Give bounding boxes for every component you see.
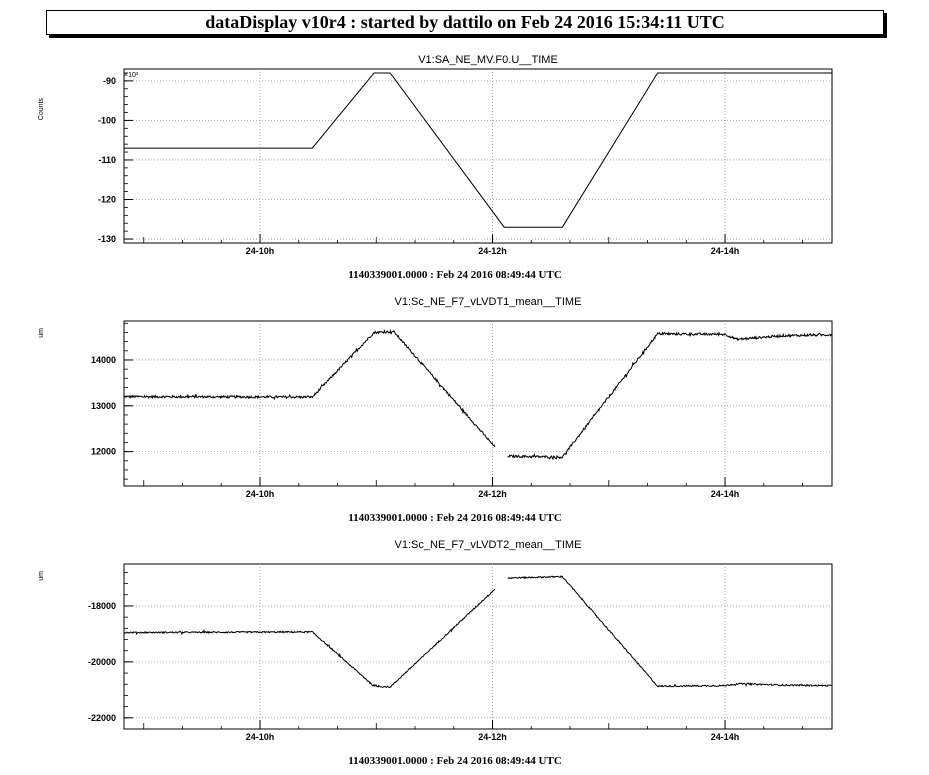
y-tick-label: -20000 xyxy=(87,656,116,667)
series-line xyxy=(124,589,495,687)
plot-title: V1:SA_NE_MV.F0.U__TIME xyxy=(418,54,558,66)
x-tick-label: 24-10h xyxy=(245,732,275,742)
app-title: dataDisplay v10r4 : started by dattilo on Feb 24 2016 15:34:11 UTC xyxy=(46,10,884,35)
y-tick-label: 13000 xyxy=(90,400,116,411)
y-axis-label: Counts xyxy=(38,98,45,121)
x-tick-label: 24-12h xyxy=(478,732,507,742)
series-line xyxy=(508,332,832,459)
plot-footer: 1140339001.0000 : Feb 24 2016 08:49:44 UTC xyxy=(348,512,562,524)
x-tick-label: 24-12h xyxy=(478,489,507,499)
x-tick-label: 24-14h xyxy=(710,246,740,256)
plot-frame xyxy=(124,321,832,486)
plot-frame xyxy=(124,69,832,243)
x-tick-label: 24-12h xyxy=(478,246,507,256)
y-tick-label: 12000 xyxy=(90,446,116,457)
y-multiplier: ×10³ xyxy=(124,72,139,79)
y-tick-label: -22000 xyxy=(87,712,116,723)
series-line xyxy=(124,331,495,447)
x-tick-label: 24-14h xyxy=(710,489,740,499)
plot-title: V1:Sc_NE_F7_vLVDT2_mean__TIME xyxy=(394,539,582,551)
y-tick-label: -100 xyxy=(97,115,116,126)
y-tick-label: -18000 xyxy=(87,600,116,611)
y-axis-label: um xyxy=(38,328,45,338)
y-tick-label: -120 xyxy=(97,194,116,205)
x-tick-label: 24-14h xyxy=(710,732,740,742)
x-tick-label: 24-10h xyxy=(245,246,275,256)
y-tick-label: 14000 xyxy=(90,354,116,365)
series-line xyxy=(124,73,832,227)
y-axis-label: um xyxy=(38,571,45,581)
y-tick-label: -90 xyxy=(102,75,116,86)
y-tick-label: -130 xyxy=(97,234,116,245)
plot-title: V1:Sc_NE_F7_vLVDT1_mean__TIME xyxy=(394,296,582,308)
series-line xyxy=(508,576,832,687)
plot-frame xyxy=(124,564,832,729)
y-tick-label: -110 xyxy=(98,154,116,165)
plot-footer: 1140339001.0000 : Feb 24 2016 08:49:44 UTC xyxy=(348,269,562,281)
x-tick-label: 24-10h xyxy=(245,489,275,499)
plot-footer: 1140339001.0000 : Feb 24 2016 08:49:44 UTC xyxy=(348,755,562,767)
